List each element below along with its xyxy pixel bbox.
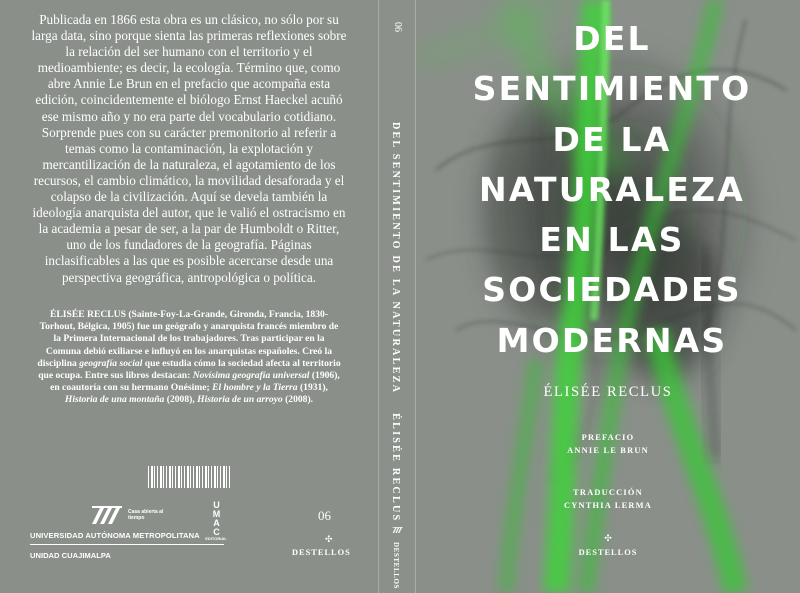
back-cover [0,0,378,593]
bio-text: (1906), en coautoría con su hermano Onésime; [50,370,340,394]
uam-unit: UNIDAD CUAJIMALPA [30,551,111,560]
umac-editorial: EDITORIAL [205,536,227,541]
title-line: SOCIEDADES [482,270,742,310]
uam-logo [30,505,200,555]
back-series-name: DESTELLOS [292,548,351,557]
spine [378,0,416,593]
uam-mark-icon [90,505,126,525]
series-ornament-icon: ✣ [604,533,612,543]
bio-book-title: Novísima geografía universal [192,370,310,382]
spine-number: 06 [392,22,403,32]
umac-letters: UMAC [211,500,222,536]
spine-title: DEL SENTIMIENTO DE LA NATURALEZA [390,122,401,395]
uam-motto: Casa abierta al tiempo [128,509,164,521]
bio-text: (2008), [164,394,198,406]
uam-divider [30,544,224,545]
title-line: MODERNAS [496,320,728,360]
bio-book-title: Historia de una montaña [64,394,165,406]
bio-book-title: El hombre y la Tierra [212,382,298,394]
series-ornament-icon: ✣ [325,534,333,544]
bio-author-name: ÉLISÉE RECLUS [49,309,126,320]
bio-book-title: Historia de un arroyo [197,394,283,406]
preface-label: PREFACIO [581,433,635,442]
bio-text: (2008). [282,394,314,406]
title-line: SENTIMIENTO [472,69,752,109]
spine-author: ÉLISÉE RECLUS [390,413,401,523]
preface-name: ANNIE LE BRUN [567,446,649,455]
book-author: ÉLISÉE RECLUS [543,384,673,400]
uam-mark-icon [392,526,404,534]
title-line: DEL [573,19,651,58]
title-line: NATURALEZA [479,169,745,209]
author-bio [36,309,342,407]
spine-logo-icon [392,526,404,536]
back-blurb: Publicada en 1866 esta obra es un clásico, no sólo por su larga data, sino porque sienta las primeras reflexiones sobre la relación del ser humano con el territorio y el medioambiente; es decir, la ecología. Término que, como abre Annie Le Brun en el prefacio que acompaña esta edición, coincidentemente el biólogo Ernst Haeckel acuñó ese mismo año y no era parte del vocabulario cotidiano. Sorprende pues con su carácter premonitorio al referir a temas como la contaminación, la explotación y mercantilización de la naturaleza, el agotamiento de los recursos, el cambio climático, la movilidad desaforada y el colapso de la civilización. Aquí se devela también la ideología anarquista del autor, que le valió el ostracismo en la academia a pesar de ser, a la par de Humboldt o Ritter, uno de los fundadores de la geografía. Páginas inclasificables a las que es posible acercarse desde una perspectiva geográfica, antropológica o política. [31,12,347,285]
bio-text: (1931), [297,382,328,394]
bio-text: (Sainte-Foy-La-Grande, Gironda, Francia, 1830-Torhout, Bélgica, 1905) fue un geógrafo y anarquista francés miembro de la Primera Internacional de los trabajadores. Tras participar en la Comuna debió exiliarse e influyó en los anarquistas españoles. Creó la disciplina [37,309,339,369]
front-cover [416,0,800,593]
title-line: EN LAS [539,220,685,260]
back-series-number: 06 [318,508,331,523]
title-line: DE LA [552,119,672,159]
spine-title-author [390,122,401,522]
translation-name: CYNTHIA LERMA [564,501,652,510]
barcode [148,466,232,488]
umac-logo [204,500,228,544]
spine-fold-left [378,0,379,593]
bio-emphasis: geografía social [79,357,143,369]
spine-series: DESTELLOS [392,542,400,590]
book-title [424,14,800,366]
front-series-name: DESTELLOS [578,548,638,557]
translation-label: TRADUCCIÓN [573,488,643,497]
uam-name: UNIVERSIDAD AUTÓNOMA METROPOLITANA [30,531,200,540]
bio-text: que estudia cómo la sociedad afecta al territorio que ocupa. Entre sus libros destacan: [38,357,341,382]
